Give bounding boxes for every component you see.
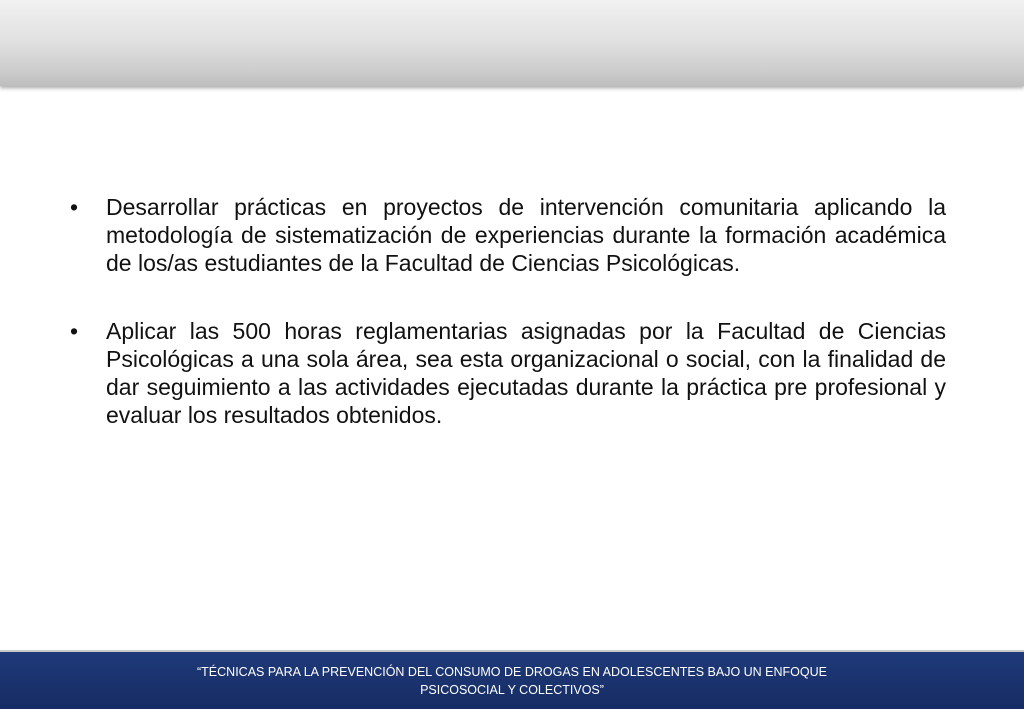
bullet-text: Aplicar las 500 horas reglamentarias asignadas por la Facultad de Ciencias Psicológicas a una sola área, sea esta organizacional o social, con la finalidad de dar seguimiento a las actividades ejecutadas durante la práctica pre profesional y evaluar los resultados obtenidos.: [106, 318, 946, 428]
bullet-text: Desarrollar prácticas en proyectos de intervención comunitaria aplicando la metodología de sistematización de experiencias durante la formación académica de los/as estudiantes de la Facultad de Ciencias Psicológicas.: [106, 194, 946, 276]
bullet-item: [70, 193, 946, 277]
bullet-list: [70, 193, 946, 469]
footer-title-line-2: PSICOSOCIAL Y COLECTIVOS”: [420, 682, 604, 697]
footer-title-line-1: “TÉCNICAS PARA LA PREVENCIÓN DEL CONSUMO DE DROGAS EN ADOLESCENTES BAJO UN ENFOQUE: [197, 664, 827, 679]
bullet-marker: •: [70, 318, 79, 344]
header-band: [0, 0, 1024, 86]
bullet-item: [70, 317, 946, 429]
footer-bar: [0, 650, 1024, 709]
bullet-marker: •: [70, 194, 79, 220]
